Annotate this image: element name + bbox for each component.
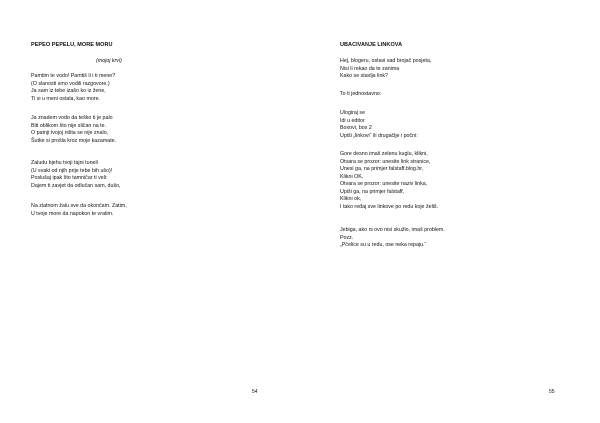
poem-line: Klikni OK, bbox=[340, 173, 364, 180]
poem-line: Na zlatnom žalu sve da okončam. Zatim, bbox=[31, 203, 127, 209]
poem-line: Upiši ga, na primjer falstaff, bbox=[340, 188, 405, 195]
poem-line: Hej, blogeru, ostavi sad brojač posjeta, bbox=[340, 58, 432, 64]
page-number: 55 bbox=[549, 389, 555, 395]
poem-line: Dajem ti zavjet da odlučan sam, dušo, bbox=[31, 182, 121, 189]
right-page bbox=[300, 0, 600, 423]
poem-line: Pozz. bbox=[340, 234, 354, 241]
poem-line: Otvara se prozor: unesite naziv linka, bbox=[340, 181, 428, 187]
poem-line: U tvoje more da napokon te vratim. bbox=[31, 210, 114, 217]
poem-line: Unesi ga, na primjer falstaff.blog.hr, bbox=[340, 166, 424, 172]
poem-line: Otvara se prozor: unesite link stranice, bbox=[340, 158, 431, 165]
poem-line: To ti jednostavno: bbox=[340, 91, 382, 97]
poem-line: Biti oblikom što nije sličan na te. bbox=[31, 122, 107, 129]
stanza-4 bbox=[340, 151, 438, 211]
poem-line: Ti si u meni ostala, kao more. bbox=[31, 95, 100, 102]
stanza-1 bbox=[31, 73, 115, 103]
page-number: 54 bbox=[252, 389, 258, 395]
poem-line: Ja sam iz tebe izašo ko iz žene, bbox=[31, 88, 106, 94]
poem-line: „Pčelice su u redu, ose neka repaju.“ bbox=[340, 242, 427, 248]
poem-line: O patnji tvojoj ništa se nije znalo, bbox=[31, 130, 109, 136]
poem-line: Nisi li rekao da te zanima bbox=[340, 65, 400, 72]
poem-title: UBACIVANJE LINKOVA bbox=[340, 42, 403, 48]
stanza-4 bbox=[31, 203, 127, 218]
stanza-1 bbox=[340, 58, 431, 81]
poem-line: Idi u editor bbox=[340, 117, 365, 124]
poem-line: (O slanosti smo vodili razgovore.) bbox=[31, 80, 110, 87]
poem-line: Gore desno imaš zelenu kuglu, klikni, bbox=[340, 151, 428, 157]
poem-line: Ulogiraj se bbox=[340, 110, 366, 116]
poem-line: I tako ređaj sve linkove po redu koje želiš. bbox=[340, 203, 439, 210]
poem-line: Poslušaj ipak što tamničar ti veli: bbox=[31, 175, 108, 181]
poem-line: Boxovi, box 2 bbox=[340, 125, 372, 131]
poem-line: Šutke si prošla kroz moje kazamate. bbox=[31, 137, 117, 144]
poem-line: Ja znadem vodo da teško ti je palo bbox=[31, 115, 113, 121]
poem-line: Upiši „linkovi“ ili drugačije i počni: bbox=[340, 132, 418, 139]
poem-line: Klikni ok, bbox=[340, 196, 362, 202]
poem-title: PEPEO PEPELU, MORE MORU bbox=[31, 42, 113, 48]
poem-line: Jebiga, ako ni ovo nisi skužio, imaš problem. bbox=[340, 227, 445, 233]
stanza-2 bbox=[31, 115, 116, 145]
stanza-3 bbox=[31, 160, 121, 190]
poem-line: Pamtim te vodo! Pamtiš li i ti mene? bbox=[31, 73, 116, 79]
poem-line: Kako se stavlja link? bbox=[340, 73, 388, 79]
poem-line: Zaludu bjehu tvoji tajni tuneli bbox=[31, 160, 98, 166]
stanza-2 bbox=[340, 91, 381, 99]
stanza-5 bbox=[340, 227, 445, 250]
stanza-3 bbox=[340, 110, 418, 140]
poem-line: (U svaki od njih prije tebe bih ušo)! bbox=[31, 167, 113, 174]
poem-subtitle: (mojoj krvi) bbox=[96, 58, 122, 64]
